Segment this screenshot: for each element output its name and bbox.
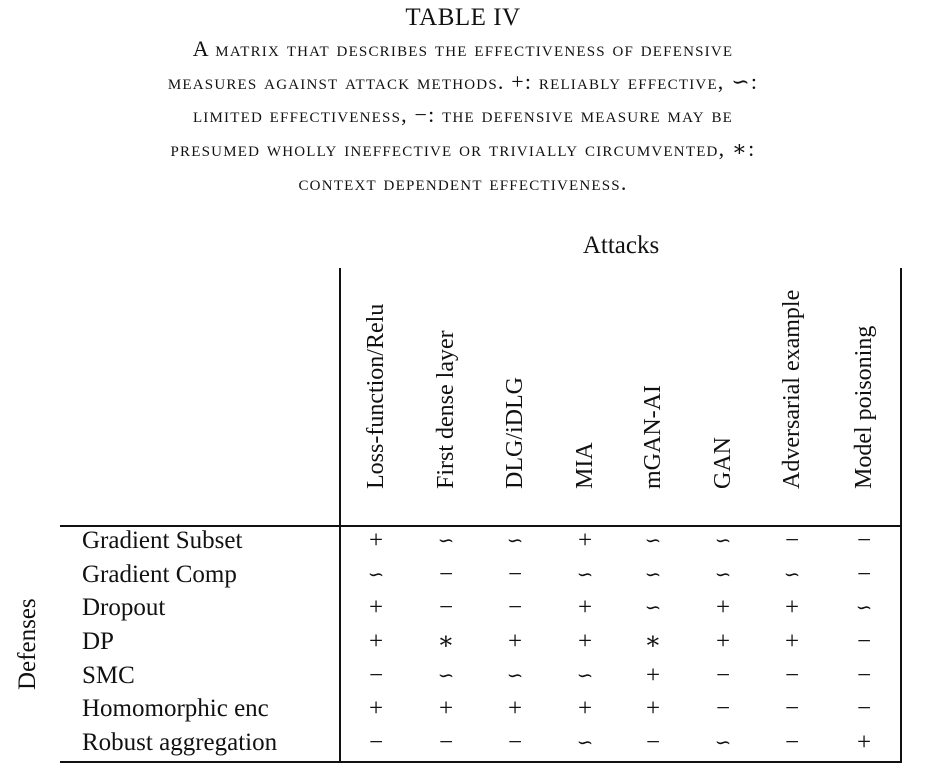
column-header <box>502 377 528 516</box>
table-cell: − <box>715 662 731 689</box>
defenses-label-text: Defenses <box>14 598 41 690</box>
table-cell: − <box>507 561 523 588</box>
table-cell: + <box>715 594 731 621</box>
column-header-label: DLG/iDLG <box>502 377 528 489</box>
table-cell: − <box>784 729 800 756</box>
column-header <box>572 442 598 516</box>
table-cell: ∽ <box>783 564 801 586</box>
table-cell: − <box>856 662 872 689</box>
column-header-label: Model poisoning <box>851 325 877 489</box>
row-label: SMC <box>82 662 135 689</box>
table-cell: + <box>577 628 593 655</box>
table-cell: ∗ <box>644 628 662 655</box>
table-cell: ∽ <box>644 530 662 552</box>
caption-line: limited effectiveness, −: the defensive measure may be <box>192 102 734 127</box>
table-cell: − <box>856 628 872 655</box>
row-label: Robust aggregation <box>82 729 278 756</box>
table-cell: ∽ <box>437 530 455 552</box>
row-label: Gradient Subset <box>82 527 243 554</box>
table-cell: − <box>856 695 872 722</box>
row-label: Gradient Comp <box>82 561 237 588</box>
table-cell: − <box>715 695 731 722</box>
table-cell: − <box>784 662 800 689</box>
caption-line: A matrix that describes the effectiveness of defensive <box>192 36 734 61</box>
caption-line: measures against attack methods. +: reliably effective, ∽: <box>167 69 759 94</box>
row-label: DP <box>82 628 114 655</box>
table-cell: − <box>784 695 800 722</box>
column-header-label: Adversarial example <box>779 289 805 489</box>
table-cell: + <box>784 628 800 655</box>
column-header-label: Loss-function/Relu <box>363 303 389 489</box>
table-cell: + <box>368 594 384 621</box>
table-cell: − <box>438 561 454 588</box>
table-cell: − <box>507 729 523 756</box>
table-rule-left <box>339 268 341 762</box>
table-cell: ∽ <box>644 597 662 619</box>
table-cell: ∽ <box>714 564 732 586</box>
table-cell: − <box>784 527 800 554</box>
table-cell: − <box>368 729 384 756</box>
table-cell: − <box>856 527 872 554</box>
column-header-label: First dense layer <box>433 330 459 489</box>
column-header <box>433 330 459 516</box>
table-cell: ∽ <box>437 665 455 687</box>
table-rule-bottom <box>60 761 902 763</box>
table-cell: + <box>438 695 454 722</box>
column-header <box>363 303 389 516</box>
row-label: Dropout <box>82 594 166 621</box>
table-cell: + <box>368 527 384 554</box>
table-cell: − <box>438 594 454 621</box>
table-cell: − <box>438 729 454 756</box>
table-cell: ∽ <box>506 530 524 552</box>
table-label: TABLE IV <box>405 4 521 31</box>
table-cell: − <box>645 729 661 756</box>
attacks-header: Attacks <box>582 232 660 259</box>
table-cell: ∽ <box>576 564 594 586</box>
table-cell: + <box>645 662 661 689</box>
table-cell: + <box>784 594 800 621</box>
table-rule-right <box>900 268 902 762</box>
table-cell: ∗ <box>437 628 455 655</box>
table-cell: + <box>715 628 731 655</box>
caption-line: context dependent effectiveness. <box>298 170 628 195</box>
table-cell: + <box>507 695 523 722</box>
table-cell: + <box>577 594 593 621</box>
table-cell: ∽ <box>576 732 594 754</box>
column-header-label: GAN <box>710 437 736 489</box>
table-cell: − <box>368 662 384 689</box>
table-cell: ∽ <box>367 564 385 586</box>
table-cell: + <box>577 695 593 722</box>
caption-line: presumed wholly ineffective or trivially circumvented, ∗: <box>170 136 756 161</box>
row-label: Homomorphic enc <box>82 695 269 722</box>
column-header <box>779 289 805 516</box>
table-cell: ∽ <box>644 564 662 586</box>
column-header-label: MIA <box>572 442 598 489</box>
table-cell: ∽ <box>506 665 524 687</box>
table-cell: − <box>856 561 872 588</box>
table-cell: + <box>645 695 661 722</box>
table-cell: + <box>507 628 523 655</box>
table-cell: + <box>577 527 593 554</box>
table-cell: − <box>507 594 523 621</box>
table-cell: + <box>856 729 872 756</box>
table-cell: ∽ <box>714 732 732 754</box>
table-cell: ∽ <box>855 597 873 619</box>
table-cell: + <box>368 628 384 655</box>
defenses-label <box>14 598 41 691</box>
table-cell: ∽ <box>714 530 732 552</box>
column-header <box>710 437 736 516</box>
table-cell: + <box>368 695 384 722</box>
table-cell: ∽ <box>576 665 594 687</box>
column-header <box>640 385 666 516</box>
column-header-label: mGAN-AI <box>640 385 666 489</box>
column-header <box>851 325 877 516</box>
